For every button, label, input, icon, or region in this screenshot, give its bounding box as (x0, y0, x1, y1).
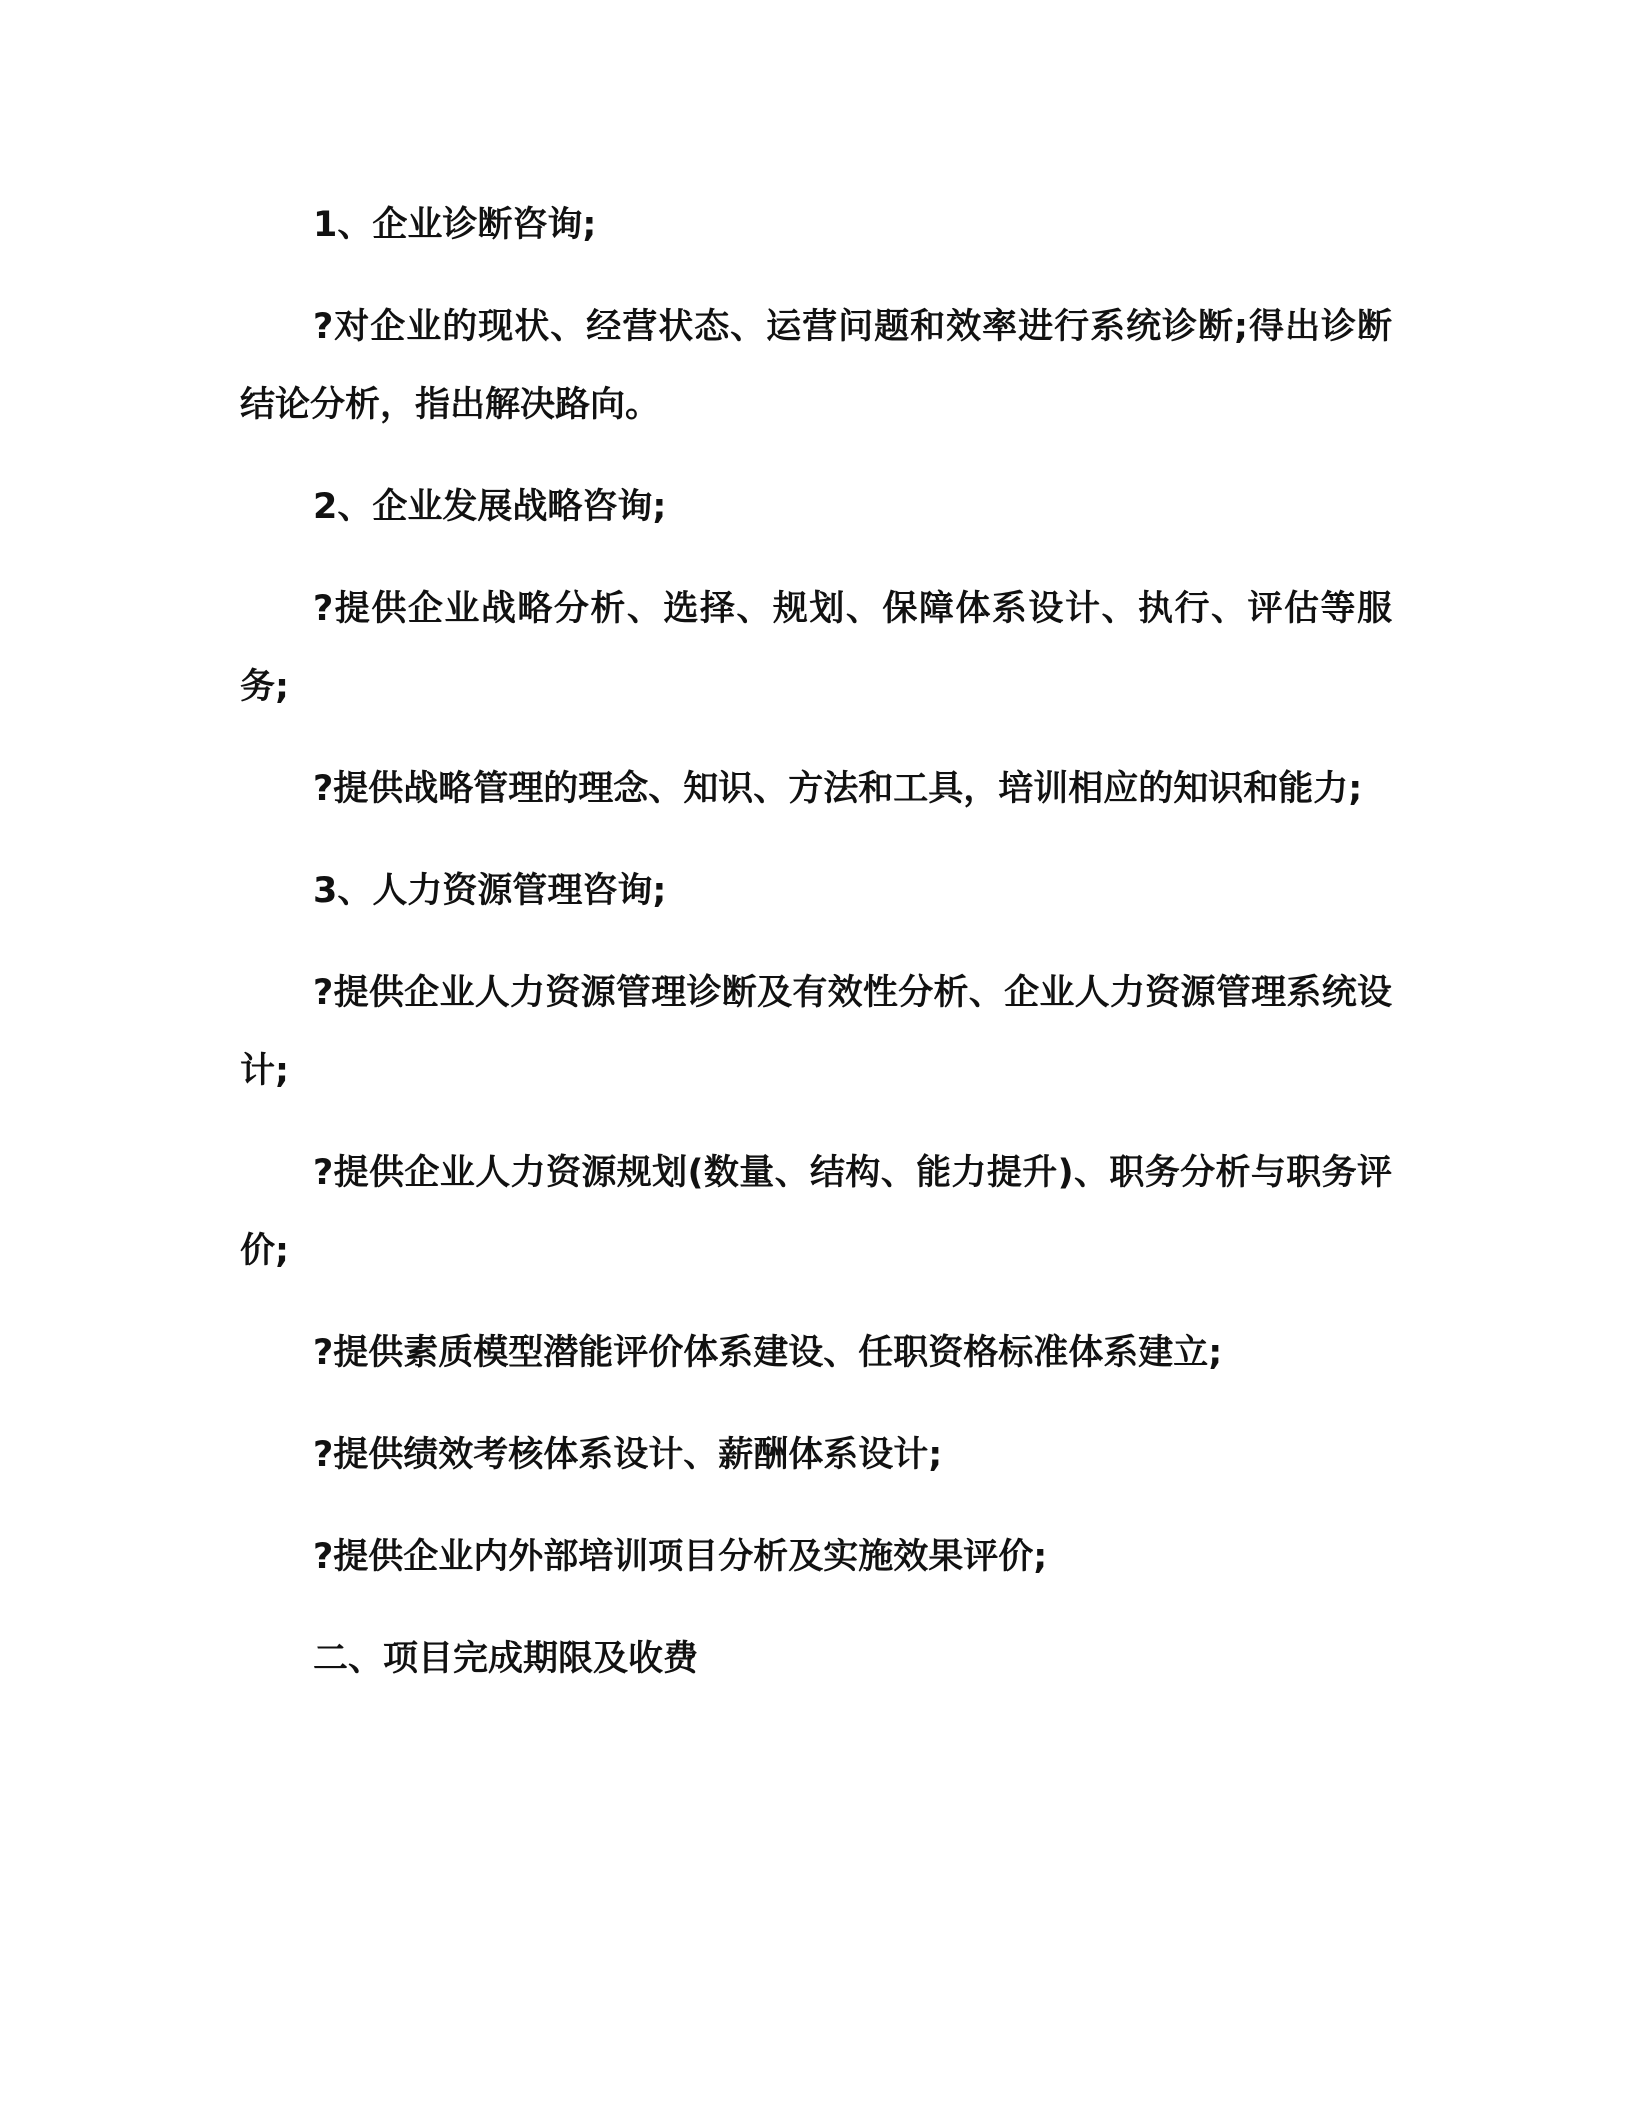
section-heading-timeline-fees: 二、项目完成期限及收费 (313, 1639, 699, 1679)
section-heading-diagnosis: 1、企业诊断咨询; (313, 205, 597, 245)
paragraph-hr-competency: ?提供素质模型潜能评价体系建设、任职资格标准体系建立; (313, 1333, 1223, 1373)
paragraph-diagnosis-detail: ?对企业的现状、经营状态、运营问题和效率进行系统诊断;得出诊断结论分析，指出解决路向。 (240, 307, 1392, 425)
paragraph-strategy-training: ?提供战略管理的理念、知识、方法和工具，培训相应的知识和能力; (313, 769, 1363, 809)
paragraph-hr-diagnosis: ?提供企业人力资源管理诊断及有效性分析、企业人力资源管理系统设计; (240, 973, 1392, 1091)
section-heading-strategy: 2、企业发展战略咨询; (313, 487, 667, 527)
paragraph-strategy-services: ?提供企业战略分析、选择、规划、保障体系设计、执行、评估等服务; (240, 589, 1392, 707)
paragraph-hr-performance: ?提供绩效考核体系设计、薪酬体系设计; (313, 1435, 943, 1475)
paragraph-hr-training: ?提供企业内外部培训项目分析及实施效果评价; (313, 1537, 1048, 1577)
section-heading-hr: 3、人力资源管理咨询; (313, 871, 667, 911)
paragraph-hr-planning: ?提供企业人力资源规划(数量、结构、能力提升)、职务分析与职务评价; (240, 1153, 1392, 1271)
document-body (240, 186, 1392, 1722)
